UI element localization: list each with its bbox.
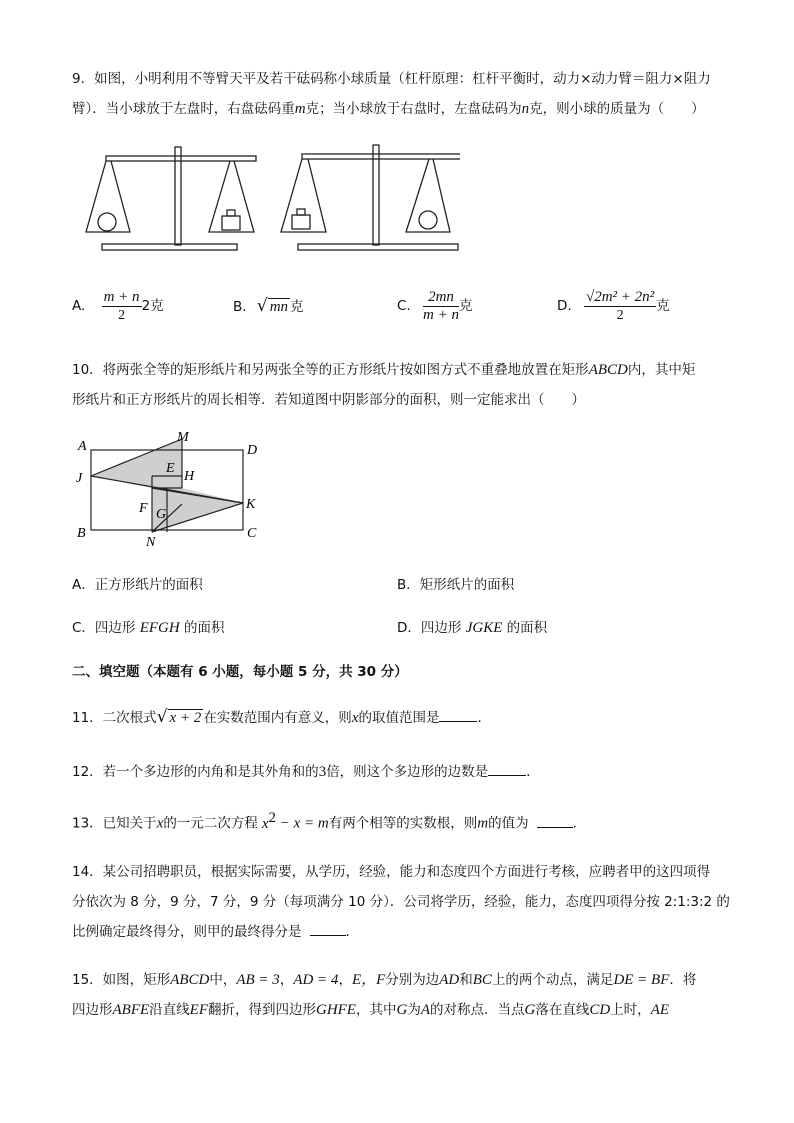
q10-text: 内，其中矩 [627,362,696,378]
q15-text: 四边形 [72,1002,113,1018]
right-scale-beam [302,154,460,159]
label-E: E [166,461,175,476]
label-B: B [77,526,86,541]
q9-text: 克，则小球的质量为（ ） [529,101,705,117]
q13: 13．已知关于x的一元二次方程 $x^2 - x = m$有两个相等的实数根，则m的值为 ． [72,810,587,832]
q15-eq: AB = 3 [236,972,280,988]
radical-sign: √ [156,707,168,727]
option-text: D．四边形 [397,620,462,636]
weight-knob [297,209,305,215]
option-text: 的面积 [506,620,548,636]
denominator: m + n [423,306,459,323]
q9-option-b[interactable] [233,288,304,325]
numerator: m + n [103,288,140,305]
q14-line2: 分依次为 8 分，9 分，7 分，9 分（每项满分 10 分）．公司将学历，经验，能力，态度四项得分按 2:1:3:2 的 [72,894,730,910]
q10-option-c[interactable] [72,616,225,637]
answer-blank[interactable] [310,921,346,936]
q15-line2 [72,998,669,1019]
q15-var: ABCD [170,972,210,988]
q13-text: 的值为 [488,815,529,832]
denominator: 2 [616,307,624,323]
q13-eq: − x = m [276,815,329,832]
label-K: K [246,497,256,512]
q13-text: 的一元二次方程 [163,815,258,832]
q9-stem-line2 [72,97,705,118]
q15-text: 翻折，得到四边形 [207,1002,316,1018]
q10-stem-line1 [72,358,695,379]
balance-scales-figure [80,140,460,260]
q14-text: ． [345,924,359,940]
q15-eq: AD = 4 [293,972,339,988]
q15-text: ，其中 [355,1002,397,1018]
option-text: C．四边形 [72,620,136,636]
q15-line1 [72,968,696,989]
q13-var: x [156,815,164,832]
q11-text: 在实数范围内有意义，则 [203,710,352,726]
weight [292,215,310,229]
q13-text: 有两个相等的实数根，则 [328,815,478,832]
q15-text: ．将 [669,972,697,988]
section-title: 二、填空题（本题有 6 小题，每小题 5 分，共 30 分） [72,664,408,680]
option-label: A. [72,298,86,314]
label-J: J [76,471,83,486]
q9-text: 克；当小球放于右盘时，左盘砝码为 [305,101,522,117]
radicand: mn [269,299,289,315]
q10-stem-line2: 形纸片和正方形纸片的周长相等．若知道图中阴影部分的面积，则一定能求出（ ） [72,392,585,408]
fraction [102,289,142,324]
label-M: M [177,430,189,445]
q15-text: ， [338,972,352,988]
label-F: F [139,501,148,516]
right-scale-right-pan [406,159,450,232]
q15-var: E，F [351,972,386,988]
option-tail: 2克 [141,298,164,314]
label-G: G [156,507,167,522]
left-scale-left-pan [86,161,130,232]
q9-stem-line1: 9．如图，小明利用不等臂天平及若干砝码称小球质量（杠杆原理：杠杆平衡时，动力×动力臂＝阻力×阻力 [72,71,711,87]
q15-var: A [420,1002,430,1018]
q11 [72,706,491,727]
radicand: x + 2 [169,710,202,726]
option-label: D. [557,298,572,314]
q15-var: AE [650,1002,670,1018]
q10-var-rect: ABCD [588,362,628,378]
label-C: C [247,526,257,541]
fraction [423,289,459,324]
q12-text: ． [526,764,540,780]
label-D: D [247,443,258,458]
q15-var: AD [439,972,460,988]
q10-option-d[interactable] [397,616,547,637]
q11-text: ． [477,710,491,726]
option-var: EFGH [139,620,180,636]
q14-text: 比例确定最终得分，则甲的最终得分是 [72,924,302,940]
option-text: 的面积 [184,620,225,636]
option-label: B. [233,299,247,315]
q9-var-m: m [294,101,306,117]
weight-knob [227,210,235,216]
q15-var: EF [189,1002,208,1018]
left-scale-right-pan [209,161,254,232]
q12-text: 倍，则这个多边形的边数是 [326,764,489,780]
q15-var: G [524,1002,536,1018]
fraction [584,289,656,324]
rectangle-figure [72,428,272,552]
q9-option-d[interactable] [557,288,670,324]
q15-var: ABFE [112,1002,150,1018]
q15-text: 和 [459,972,473,988]
q9-text: 臂）．当小球放于左盘时，右盘砝码重 [72,101,295,117]
label-N: N [146,535,156,550]
q15-var: GHFE [315,1002,356,1018]
q15-text: 上时， [610,1002,651,1018]
q15-text: 15．如图，矩形 [72,972,171,988]
q11-text: 11．二次根式 [72,710,157,726]
left-scale-base [102,244,237,250]
label-A: A [78,439,87,454]
q10-option-a[interactable]: A．正方形纸片的面积 [72,577,203,593]
q12-number: 3 [318,764,327,780]
weight [222,216,240,230]
q15-text: 的对称点．当点 [430,1002,525,1018]
ball [98,213,116,231]
answer-blank[interactable] [439,707,477,722]
option-tail: 克 [290,299,304,315]
numerator: 2mn [423,289,459,307]
answer-blank[interactable] [488,761,526,776]
q15-text: 上的两个动点，满足 [491,972,614,988]
q15-eq: DE = BF [613,972,670,988]
q9-option-c[interactable] [397,288,472,324]
option-tail: 克 [656,298,670,314]
radical-sign: √ [256,296,268,316]
left-scale-pillar [175,147,181,245]
q10-option-b[interactable]: B．矩形纸片的面积 [397,577,515,593]
right-scale-left-pan [281,159,326,232]
q13-var: m [477,815,489,832]
q12 [72,760,540,781]
q14-line1: 14．某公司招聘职员，根据实际需要，从学历，经验，能力和态度四个方面进行考核，应聘者甲的这四项得 [72,864,711,880]
q13-eq: x [261,815,269,832]
q13-text: 13．已知关于 [72,815,157,832]
q15-text: 落在直线 [535,1002,590,1018]
q11-text: 的取值范围是 [358,710,440,726]
q15-text: 沿直线 [149,1002,190,1018]
q9-option-a[interactable] [72,288,164,324]
q10-text: 10．将两张全等的矩形纸片和另两张全等的正方形纸片按如图方式不重叠地放置在矩形 [72,362,589,378]
right-scale-pillar [373,145,379,245]
q11-var: x [351,710,359,726]
q9-var-n: n [521,101,530,117]
q15-var: BC [472,972,492,988]
answer-blank[interactable] [537,813,573,828]
q15-text: 中， [209,972,237,988]
q14-line3 [72,920,359,940]
option-var: JGKE [465,620,503,636]
label-H: H [184,469,195,484]
q15-text: 为 [407,1002,421,1018]
q15-text: ， [279,972,294,988]
ball [419,211,437,229]
q15-var: CD [589,1002,611,1018]
numerator: √2m² + 2n² [585,288,655,305]
q12-text: 12．若一个多边形的内角和是其外角和的 [72,764,319,780]
option-tail: 克 [458,298,473,314]
denominator: 2 [118,307,126,323]
q13-text: ． [572,815,587,832]
option-label: C. [397,298,411,314]
q15-text: 分别为边 [385,972,440,988]
q15-var: G [396,1002,408,1018]
